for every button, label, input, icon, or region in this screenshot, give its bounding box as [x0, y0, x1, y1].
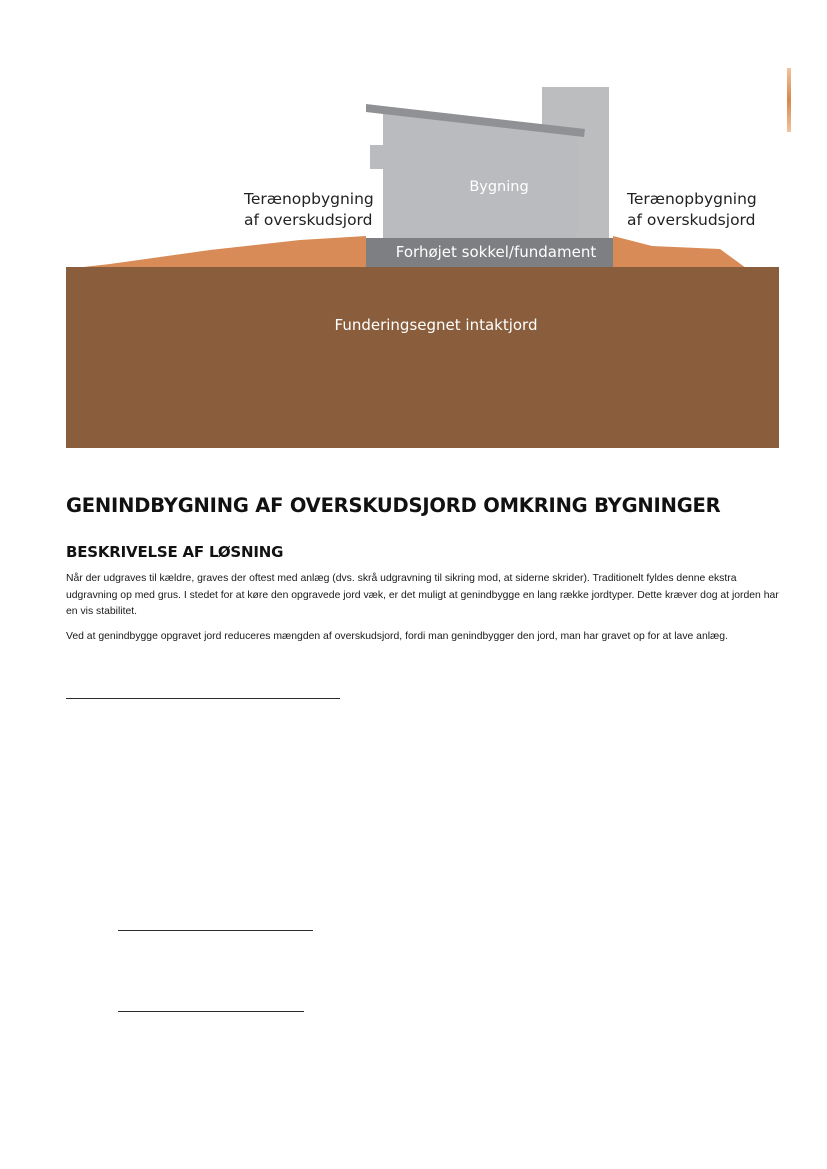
page-title: GENINDBYGNING AF OVERSKUDSJORD OMKRING BYGNINGER: [66, 494, 721, 517]
left-label-line2: af overskudsjord: [244, 211, 373, 229]
fill-soil-right: [613, 236, 746, 268]
soil-reuse-diagram: [0, 0, 827, 460]
fill-soil-left: [66, 236, 366, 269]
link-underline-3: [118, 1011, 304, 1012]
description-paragraph-1: Når der udgraves til kældre, graves der oftest med anlæg (dvs. skrå udgravning til sikring mod, at siderne skrider). Traditionelt fyldes denne ekstra udgravning op med grus. I stedet for at køre den opgravede jord væk, er det muligt at genindbygge en lang række jordtyper. Dette kræver dog at jorden har en vis stabilitet.: [66, 573, 779, 617]
section-title: BESKRIVELSE AF LØSNING: [66, 543, 284, 561]
link-underline-1: [66, 698, 340, 699]
right-label-line1: Terænopbygning: [627, 190, 757, 208]
foundation-label: Forhøjet sokkel/fundament: [395, 243, 597, 261]
building-label: Bygning: [469, 179, 529, 195]
description-paragraph-2: Ved at genindbygge opgravet jord reduceres mængden af overskudsjord, fordi man genindbygger den jord, man har gravet op for at lave anlæg.: [66, 631, 728, 642]
ground-label: Funderingsegnet intaktjord: [334, 316, 538, 334]
intact-ground: [66, 267, 779, 448]
wall-vent: [370, 145, 383, 169]
left-label-line1: Terænopbygning: [244, 190, 374, 208]
link-underline-2: [118, 930, 313, 931]
right-label-line2: af overskudsjord: [627, 211, 756, 229]
